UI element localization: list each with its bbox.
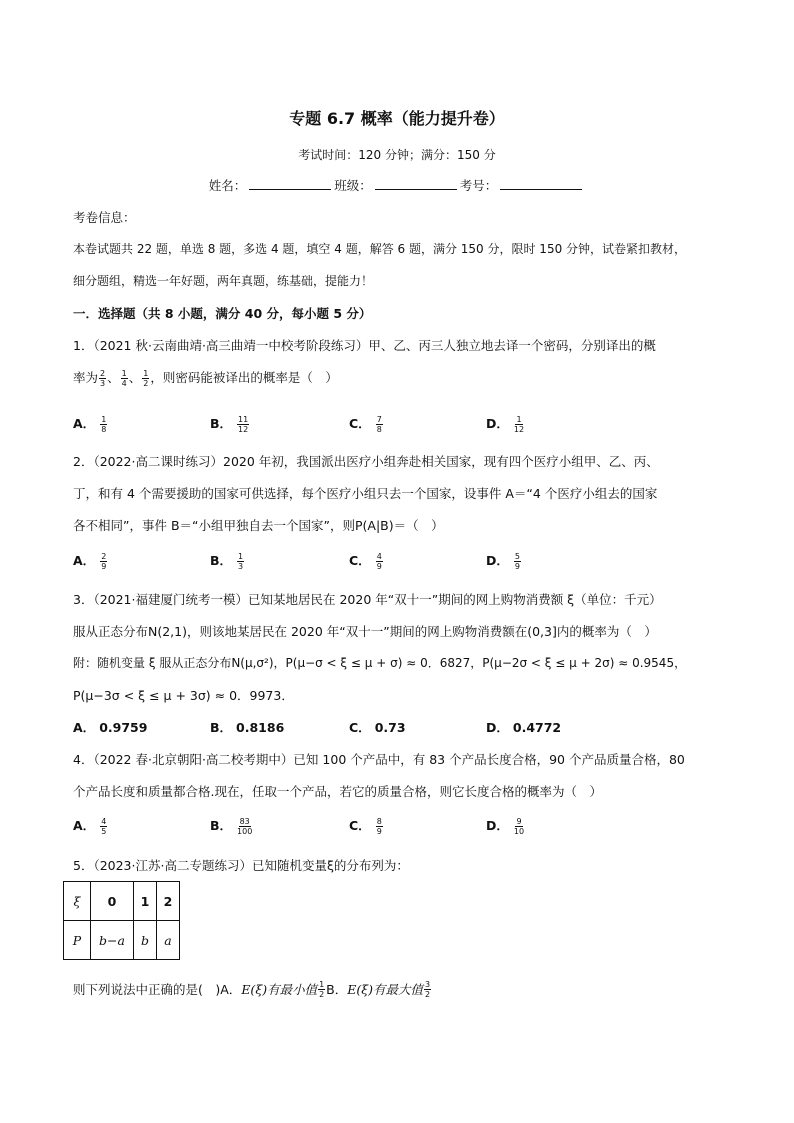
exam-info-heading: 考卷信息：: [73, 210, 136, 225]
q5-option-b-label: B．: [326, 982, 348, 997]
class-blank[interactable]: [375, 176, 457, 190]
q5-option-b[interactable]: E(ξ)有最大值 $\frac{3}{2}$: [347, 980, 431, 999]
q3-option-a[interactable]: A． 0.9759: [73, 720, 148, 735]
q4-option-b[interactable]: B． $\frac{83}{100}$: [210, 817, 253, 836]
table-cell: 0: [91, 882, 134, 921]
student-info-row: [0, 176, 794, 194]
class-label: 班级：: [334, 178, 372, 193]
q1-option-c[interactable]: C． $\frac{7}{8}$: [349, 415, 382, 434]
name-label: 姓名：: [208, 178, 247, 193]
q1-option-b[interactable]: B． $\frac{11}{12}$: [210, 415, 249, 434]
q3-option-b[interactable]: B． 0.8186: [210, 720, 285, 735]
q4-option-c[interactable]: C． $\frac{8}{9}$: [349, 817, 382, 836]
name-blank[interactable]: [249, 176, 331, 190]
exam-info-line2: 细分题组，精选一年好题，两年真题，练基础，提能力！: [73, 274, 374, 288]
q2-option-a[interactable]: A． $\frac{2}{9}$: [73, 552, 107, 571]
number-label: 考号：: [459, 178, 498, 193]
q5-option-a[interactable]: E(ξ)有最小值 $\frac{1}{2}$: [241, 980, 325, 999]
q5-stem: 则下列说法中正确的是( )A．: [73, 982, 242, 997]
q2-option-d[interactable]: D． $\frac{5}{9}$: [486, 552, 520, 571]
table-row: [64, 921, 180, 960]
q3-line4: P(μ−3σ < ξ ≤ μ + 3σ) ≈ 0．9973．: [73, 688, 294, 703]
q2-option-b[interactable]: B． $\frac{1}{3}$: [210, 552, 244, 571]
table-cell: 2: [157, 882, 180, 921]
q1-line2: [73, 368, 338, 388]
q4-line1: 4．（2022 春·北京朝阳·高二校考期中）已知 100 个产品中，有 83 个产品长度合格，90 个产品质量合格，80: [73, 752, 685, 767]
q4-option-d[interactable]: D． $\frac{9}{10}$: [486, 817, 525, 836]
q2-line1: 2．（2022·高二课时练习）2020 年初，我国派出医疗小组奔赴相关国家，现有四个医疗小组甲、乙、丙、: [73, 454, 659, 469]
page-title: 专题 6.7 概率（能力提升卷）: [289, 109, 505, 128]
q2-line3: 各不相同”，事件 B＝“小组甲独自去一个国家”，则P(A|B)＝（ ）: [73, 518, 444, 533]
exam-time-score: 考试时间：120 分钟；满分：150 分: [298, 148, 496, 162]
q1-option-d[interactable]: D． $\frac{1}{12}$: [486, 415, 525, 434]
number-blank[interactable]: [500, 176, 582, 190]
q1-frac-1: $\frac{2}{3}$: [100, 369, 106, 388]
q4-option-a[interactable]: A． $\frac{4}{5}$: [73, 817, 107, 836]
table-row: [64, 882, 180, 921]
distribution-table: [63, 881, 180, 960]
q5-line1: 5．（2023·江苏·高二专题练习）已知随机变量ξ的分布列为：: [73, 858, 409, 873]
q1-sep-2: 、: [128, 370, 142, 385]
table-cell: ξ: [64, 882, 91, 921]
q3-option-d[interactable]: D． 0.4772: [486, 720, 562, 735]
q1-frac-2: $\frac{1}{4}$: [121, 369, 127, 388]
q1-suffix: ，则密码能被译出的概率是（ ）: [150, 370, 338, 385]
q1-frac-3: $\frac{1}{2}$: [143, 369, 149, 388]
q3-line2: 服从正态分布N(2,1)，则该地某居民在 2020 年“双十一”期间的网上购物消费额在(0,3]内的概率为（ ）: [73, 624, 657, 639]
table-cell: P: [64, 921, 91, 960]
q1-sep-1: 、: [107, 370, 120, 385]
section-heading: 一．选择题（共 8 小题，满分 40 分，每小题 5 分）: [73, 306, 372, 321]
q1-option-a[interactable]: A． $\frac{1}{8}$: [73, 415, 107, 434]
q1-line1: 1．（2021 秋·云南曲靖·高三曲靖一中校考阶段练习）甲、乙、丙三人独立地去译一个密码，分别译出的概: [73, 338, 656, 353]
q1-prefix: 率为: [73, 370, 99, 385]
table-cell: a: [157, 921, 180, 960]
exam-info-line1: 本卷试题共 22 题，单选 8 题，多选 4 题，填空 4 题，解答 6 题，满分 150 分，限时 150 分钟，试卷紧扣教材，: [73, 242, 687, 256]
q3-line1: 3．（2021·福建厦门统考一模）已知某地居民在 2020 年“双十一”期间的网上购物消费额 ξ（单位：千元）: [73, 592, 662, 607]
table-cell: b−a: [91, 921, 134, 960]
table-cell: b: [134, 921, 157, 960]
q3-line3: 附：随机变量 ξ 服从正态分布N(μ,σ²)，P(μ−σ < ξ ≤ μ + σ) ≈ 0．6827，P(μ−2σ < ξ ≤ μ + 2σ) ≈ 0.9545，: [73, 656, 687, 670]
q4-line2: 个产品长度和质量都合格.现在，任取一个产品，若它的质量合格，则它长度合格的概率为（ ）: [73, 784, 602, 799]
q3-option-c[interactable]: C． 0.73: [349, 720, 406, 735]
q2-line2: 丁，和有 4 个需要援助的国家可供选择，每个医疗小组只去一个国家，设事件 A＝“4 个医疗小组去的国家: [73, 486, 658, 501]
q2-option-c[interactable]: C． $\frac{4}{9}$: [349, 552, 382, 571]
table-cell: 1: [134, 882, 157, 921]
q5-options-line: [73, 980, 432, 999]
